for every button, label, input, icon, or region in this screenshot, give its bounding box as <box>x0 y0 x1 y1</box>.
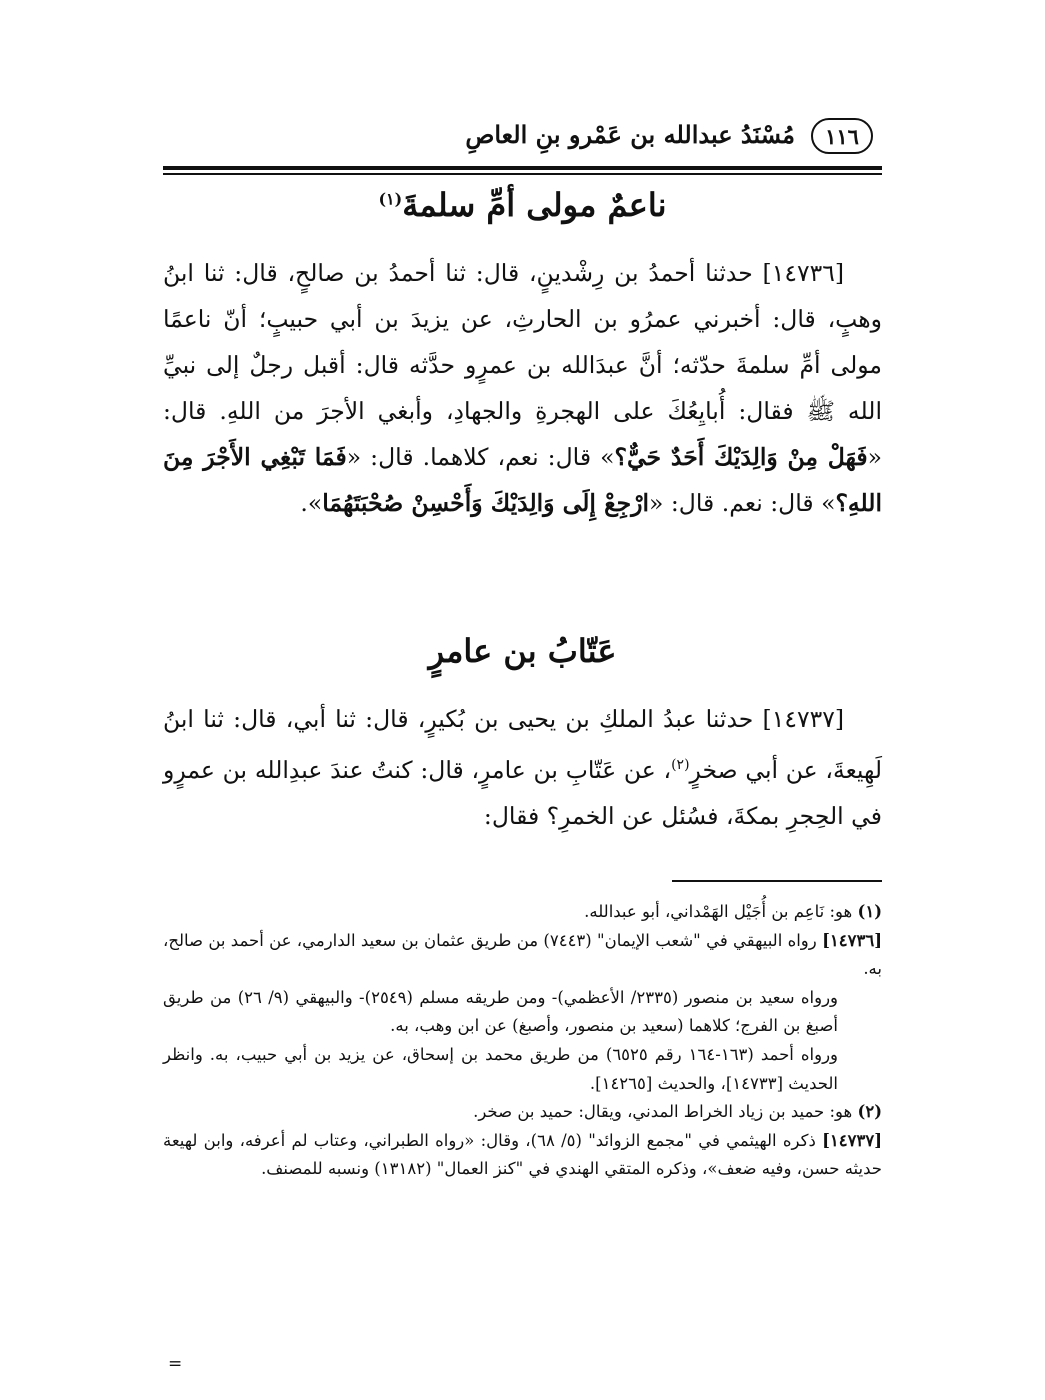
footnote-text: هو: حميد بن زياد الخراط المدني، ويقال: حميد بن صخر. <box>473 1102 858 1122</box>
hadith-text: ». <box>300 489 323 517</box>
running-title: مُسْنَدُ عبدالله بن عَمْرو بنِ العاصِ <box>465 120 795 149</box>
footnote-continuation: ورواه سعيد بن منصور (٢٣٣٥/ الأعظمي)- ومن طريقه مسلم (٢٥٤٩)- والبيهقي (٩/ ٢٦) من طريق أصبغ بن الفرج؛ كلاهما (سعيد بن منصور، وأصبغ) عن ابن وهب، به. <box>163 987 839 1036</box>
header-rule-thin <box>163 173 882 175</box>
hadith-text: [١٤٧٣٧] حدثنا عبدُ الملكِ بن يحيى بن بُكيرٍ، قال: ثنا أبي، قال: ثنا ابنُ لَهِيعةَ، عن أبي صخرٍ <box>163 705 882 784</box>
prophetic-quote: ارْجِعْ إِلَى وَالِدَيْكَ وَأَحْسِنْ صُحْبَتَهُمَا <box>322 489 650 517</box>
header-rule-thick <box>163 166 882 170</box>
footnote-continuation: ورواه أحمد (١٦٣-١٦٤ رقم ٦٥٢٥) من طريق محمد بن إسحاق، عن يزيد بن أبي حبيب، به. وانظر الحديث [١٤٧٣٣]، والحديث [١٤٢٦٥]. <box>163 1044 839 1093</box>
page-header <box>172 118 873 158</box>
hadith-text: » قال: نعم. قال: « <box>649 489 836 517</box>
section-title-text: ناعمٌ مولى أمِّ سلمةَ <box>402 186 667 224</box>
footnotes <box>163 898 882 1184</box>
footnote <box>163 927 882 984</box>
footnote <box>163 1098 882 1127</box>
footnote-text: رواه البيهقي في "شعب الإيمان" (٧٤٤٣) من طريق عثمان بن سعيد الدارمي، عن أحمد بن صالح، به. <box>163 930 882 979</box>
footnote <box>163 1127 882 1184</box>
hadith-14736 <box>163 250 882 526</box>
footnote-mark: (٢) <box>857 1102 882 1122</box>
footnote-text: ذكره الهيثمي في "مجمع الزوائد" (٥/ ٦٨)، وقال: «رواه الطبراني، وعتاب لم أعرفه، وابن لهيعة حديثه حسن، وفيه ضعف»، وذكره المتقي الهندي في "كنز العمال" (١٣١٨٢) ونسبه للمصنف. <box>163 1130 882 1179</box>
footnote-separator <box>672 880 882 882</box>
prophetic-quote: فَمَا تَبْغِي الأَجْرَ مِنَ اللهِ؟ <box>163 443 882 517</box>
footnote-mark: (١) <box>857 902 882 921</box>
footnote-ref-1: (١) <box>378 189 403 209</box>
footnote-text: هو: نَاعِم بن أُجَيْل الهَمْداني، أبو عبدالله. <box>584 902 858 921</box>
footnote-mark: [١٤٧٣٦] <box>822 930 882 950</box>
page-number: ١١٦ <box>811 118 873 154</box>
hadith-text: ، عن عَتّابِ بن عامرٍ، قال: كنتُ عندَ عبدِالله بن عمرٍو في الحِجرِ بمكةَ، فسُئل عن الخمرِ؟ فقال: <box>163 755 882 830</box>
footnote-mark: [١٤٧٣٧] <box>822 1130 882 1150</box>
hadith-text: » قال: نعم، كلاهما. قال: « <box>346 443 615 471</box>
footnote <box>163 898 882 927</box>
continuation-mark: = <box>168 1354 183 1374</box>
hadith-14737 <box>163 696 882 839</box>
hadith-text: [١٤٧٣٦] حدثنا أحمدُ بن رِشْدينٍ، قال: ثنا أحمدُ بن صالحٍ، قال: ثنا ابنُ وهبٍ، قال: أخبرني عمرُو بن الحارثِ، عن يزيدَ بن أبي حبيبٍ؛ أنّ ناعمًا مولى أمِّ سلمةَ حدّثه؛ أنَّ عبدَالله بن عمرٍو حدَّثه قال: أقبل رجلٌ إلى نبيِّ الله ﷺ فقال: أُبايِعُكَ على الهجرةِ والجهادِ، وأبغي الأجرَ من اللهِ. قال: « <box>163 259 883 471</box>
section-title-attab: عَتّابُ بن عامرٍ <box>428 632 617 670</box>
section-title-naim <box>163 186 882 224</box>
footnote-ref-2: (٢) <box>671 757 690 773</box>
prophetic-quote: فَهَلْ مِنْ وَالِدَيْكَ أَحَدٌ حَيٌّ؟ <box>614 443 868 471</box>
